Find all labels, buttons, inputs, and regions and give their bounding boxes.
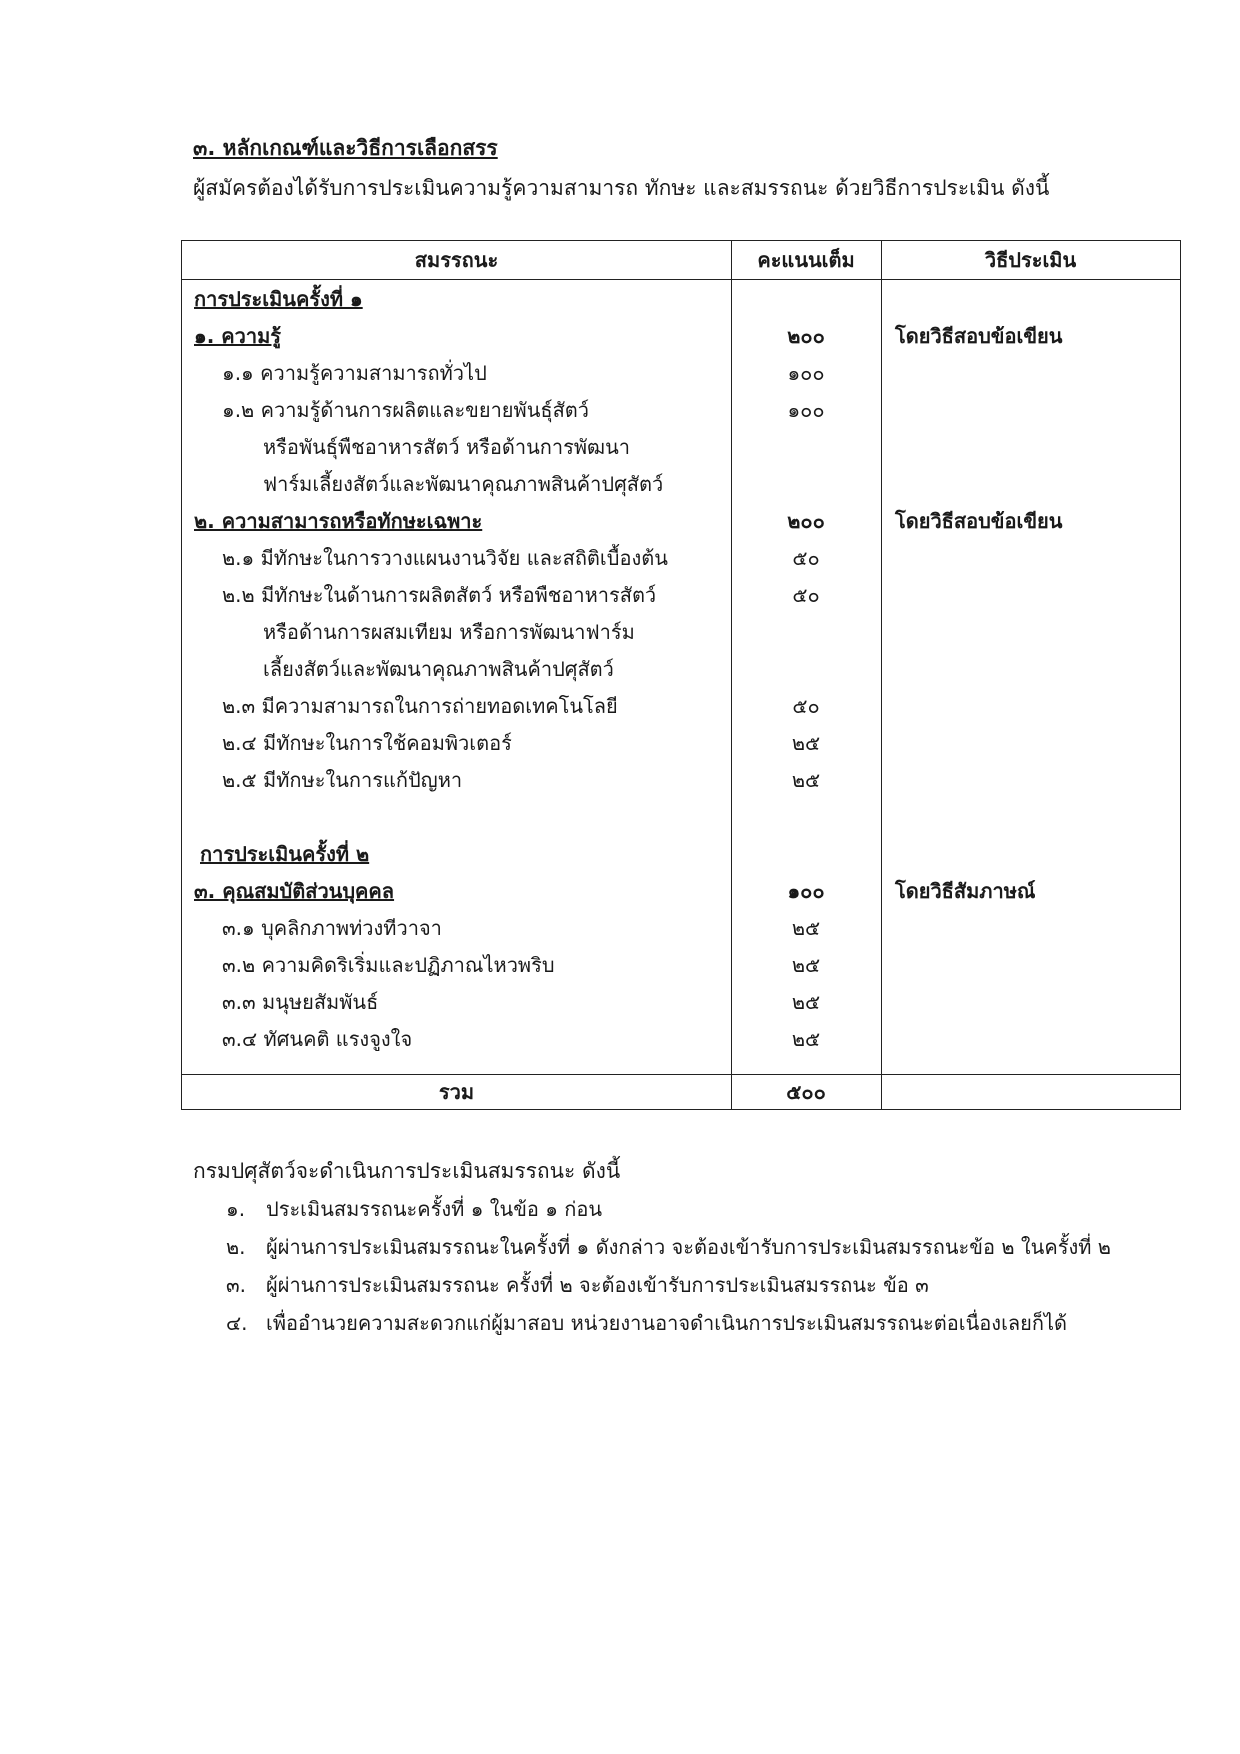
table-row [182,577,1180,614]
round-heading: การประเมินครั้งที่ ๒ [200,842,370,866]
competency-label: ๓.๔ ทัศนคติ แรงจูงใจ [222,1027,413,1051]
table-row [182,429,1180,466]
table-row [182,984,1180,1021]
table-row [182,947,1180,984]
table-row [182,910,1180,947]
competency-label: ๒.๔ มีทักษะในการใช้คอมพิวเตอร์ [222,731,512,755]
header-full-score: คะแนนเต็ม [757,248,855,272]
score-value: ๒๐๐ [787,509,825,533]
score-value: ๒๐๐ [787,324,825,348]
competency-table [181,240,1181,1110]
table-row [182,392,1180,429]
list-item [226,1304,1111,1342]
score-value: ๒๕ [791,916,821,940]
method-value: โดยวิธีสัมภาษณ์ [895,879,1036,903]
total-score: ๕๐๐ [786,1080,826,1104]
total-label: รวม [438,1080,475,1104]
round-heading: การประเมินครั้งที่ ๑ [194,287,363,311]
score-value: ๕๐ [792,583,820,607]
competency-label: ๓.๓ มนุษยสัมพันธ์ [222,990,379,1014]
competency-label-continued: เลี้ยงสัตว์และพัฒนาคุณภาพสินค้าปศุสัตว์ [263,657,614,681]
procedure-intro: กรมปศุสัตว์จะดำเนินการประเมินสมรรถนะ ดังนี้ [193,1159,621,1183]
competency-label: ๑. ความรู้ [194,324,282,348]
score-value: ๒๕ [791,768,821,792]
step-text: เพื่ออำนวยความสะดวกแก่ผู้มาสอบ หน่วยงานอาจดำเนินการประเมินสมรรถนะต่อเนื่องเลยก็ได้ [266,1311,1068,1335]
competency-label: ๓. คุณสมบัติส่วนบุคคล [194,879,395,903]
competency-label: ๑.๒ ความรู้ด้านการผลิตและขยายพันธุ์สัตว์ [222,398,590,422]
competency-label-continued: หรือพันธุ์พืชอาหารสัตว์ หรือด้านการพัฒนา [263,435,631,459]
score-value: ๕๐ [792,694,820,718]
competency-label: ๓.๑ บุคลิกภาพท่วงทีวาจา [222,916,442,940]
section-intro: ผู้สมัครต้องได้รับการประเมินความรู้ความสามารถ ทักษะ และสมรรถนะ ด้วยวิธีการประเมิน ดังนี้ [193,176,1050,200]
score-value: ๒๕ [791,1027,821,1051]
table-row [182,873,1180,910]
table-row [182,762,1180,799]
competency-label: ๒. ความสามารถหรือทักษะเฉพาะ [194,509,483,533]
score-value: ๕๐ [792,546,820,570]
table-row [182,466,1180,503]
competency-label: ๒.๓ มีความสามารถในการถ่ายทอดเทคโนโลยี [222,694,618,718]
procedure-list [226,1190,1111,1342]
table-row [182,540,1180,577]
competency-label: ๓.๒ ความคิดริเริ่มและปฏิภาณไหวพริบ [222,953,555,977]
table-row-round-1 [182,281,1180,318]
section-title: ๓. หลักเกณฑ์และวิธีการเลือกสรร [193,136,498,160]
score-value: ๑๐๐ [787,879,825,903]
score-value: ๒๕ [791,990,821,1014]
competency-label-continued: หรือด้านการผสมเทียม หรือการพัฒนาฟาร์ม [263,620,635,644]
competency-label: ๑.๑ ความรู้ความสามารถทั่วไป [222,361,487,385]
score-value: ๒๕ [791,731,821,755]
table-row [182,688,1180,725]
step-number: ๓. [226,1273,247,1297]
list-item [226,1190,1111,1228]
score-value: ๑๐๐ [787,398,825,422]
table-row [182,355,1180,392]
list-item [226,1266,1111,1304]
competency-label: ๒.๒ มีทักษะในด้านการผลิตสัตว์ หรือพืชอาหารสัตว์ [222,583,657,607]
table-row [182,318,1180,355]
competency-label: ๒.๕ มีทักษะในการแก้ปัญหา [222,768,463,792]
score-value: ๑๐๐ [787,361,825,385]
competency-label-continued: ฟาร์มเลี้ยงสัตว์และพัฒนาคุณภาพสินค้าปศุสัตว์ [263,472,664,496]
method-value: โดยวิธีสอบข้อเขียน [895,509,1063,533]
table-row-round-2 [182,836,1180,873]
step-number: ๒. [226,1235,246,1259]
header-method: วิธีประเมิน [984,248,1077,272]
table-row [182,1021,1180,1058]
step-number: ๔. [226,1311,248,1335]
table-row [182,725,1180,762]
step-number: ๑. [226,1197,246,1221]
header-competency: สมรรถนะ [414,248,499,272]
step-text: ผู้ผ่านการประเมินสมรรถนะ ครั้งที่ ๒ จะต้องเข้ารับการประเมินสมรรถนะ ข้อ ๓ [266,1273,929,1297]
step-text: ผู้ผ่านการประเมินสมรรถนะในครั้งที่ ๑ ดังกล่าว จะต้องเข้ารับการประเมินสมรรถนะข้อ ๒ ในครั้งที่ ๒ [266,1235,1111,1259]
score-value: ๒๕ [791,953,821,977]
method-value: โดยวิธีสอบข้อเขียน [895,324,1063,348]
table-row [182,614,1180,651]
header-divider [182,279,1180,280]
table-row [182,651,1180,688]
competency-label: ๒.๑ มีทักษะในการวางแผนงานวิจัย และสถิติเบื้องต้น [222,546,668,570]
step-text: ประเมินสมรรถนะครั้งที่ ๑ ในข้อ ๑ ก่อน [266,1197,603,1221]
table-row [182,503,1180,540]
list-item [226,1228,1111,1266]
